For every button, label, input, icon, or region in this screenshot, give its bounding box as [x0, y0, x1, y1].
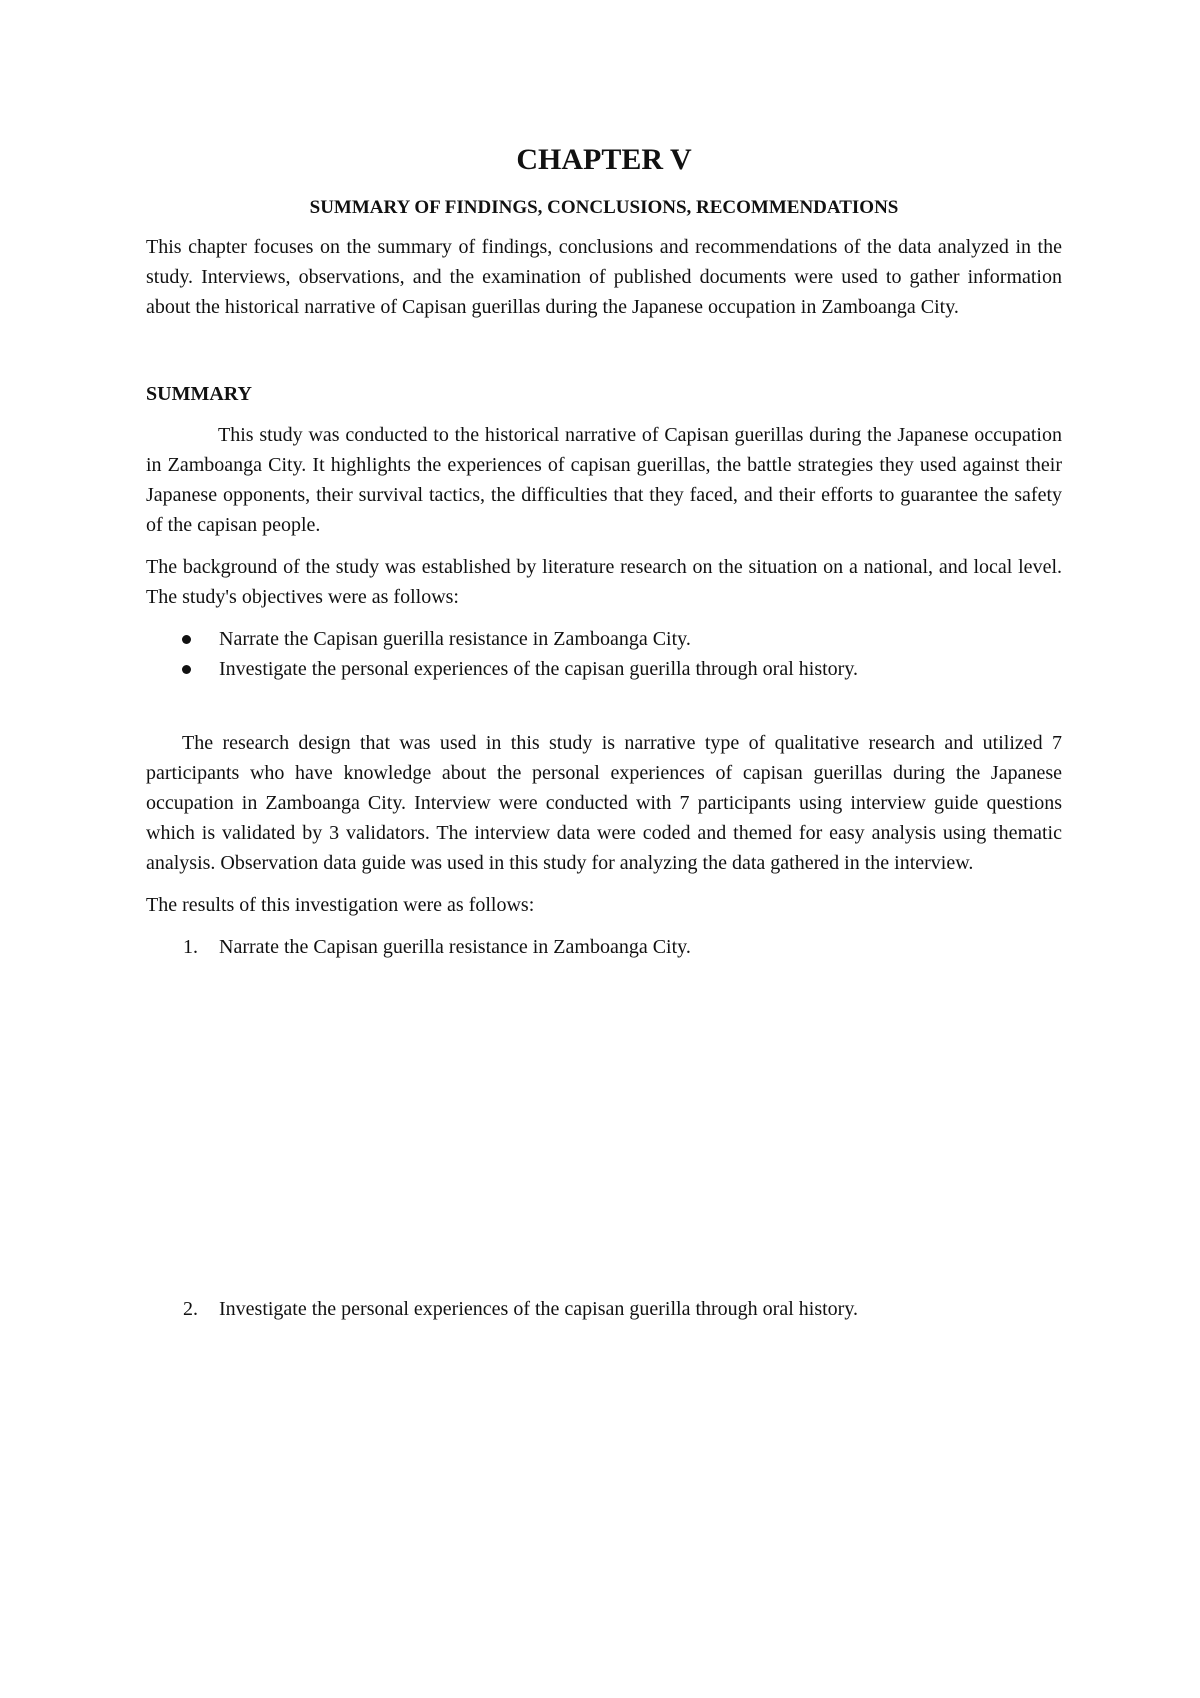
result-number: 1. [183, 936, 198, 958]
objective-text: Narrate the Capisan guerilla resistance in Zamboanga City. [219, 628, 691, 650]
research-design-paragraph: The research design that was used in this study is narrative type of qualitative research and utilized 7 participants who have knowledge about the personal experiences of capisan guerillas during the Japanese occupation in Zamboanga City. Interview were conducted with 7 participants using interview guide questions which is validated by 3 validators. The interview data were coded and themed for easy analysis using thematic analysis. Observation data guide was used in this study for analyzing the data gathered in the interview. [146, 732, 1062, 874]
result-text: Investigate the personal experiences of the capisan guerilla through oral history. [219, 1298, 859, 1320]
bullet-icon [182, 635, 191, 644]
objective-text: Investigate the personal experiences of the capisan guerilla through oral history. [219, 658, 859, 680]
chapter-subtitle: SUMMARY OF FINDINGS, CONCLUSIONS, RECOMMENDATIONS [309, 197, 899, 218]
objective-item [146, 654, 1062, 684]
results-intro: The results of this investigation were as follows: [146, 894, 535, 916]
bullet-icon [182, 665, 191, 674]
result-text: Narrate the Capisan guerilla resistance in Zamboanga City. [219, 936, 691, 958]
background-paragraph: The background of the study was established by literature research on the situation on a national, and local level. The study's objectives were as follows: [146, 556, 1062, 608]
objective-item [146, 624, 1062, 654]
objectives-list [146, 624, 1062, 684]
result-item [146, 932, 1062, 962]
summary-paragraph: This study was conducted to the historical narrative of Capisan guerillas during the Japanese occupation in Zamboanga City. It highlights the experiences of capisan guerillas, the battle strategies they used against their Japanese opponents, their survival tactics, the difficulties that they faced, and their efforts to guarantee the safety of the capisan people. [146, 424, 1062, 536]
intro-paragraph: This chapter focuses on the summary of findings, conclusions and recommendations of the data analyzed in the study. Interviews, observations, and the examination of published documents were used to gather information about the historical narrative of Capisan guerillas during the Japanese occupation in Zamboanga City. [146, 236, 1062, 318]
result-number: 2. [183, 1298, 198, 1320]
result-item [146, 1294, 1062, 1324]
chapter-title: CHAPTER V [516, 143, 692, 176]
summary-heading: SUMMARY [146, 383, 252, 405]
page-content [146, 140, 1062, 1324]
